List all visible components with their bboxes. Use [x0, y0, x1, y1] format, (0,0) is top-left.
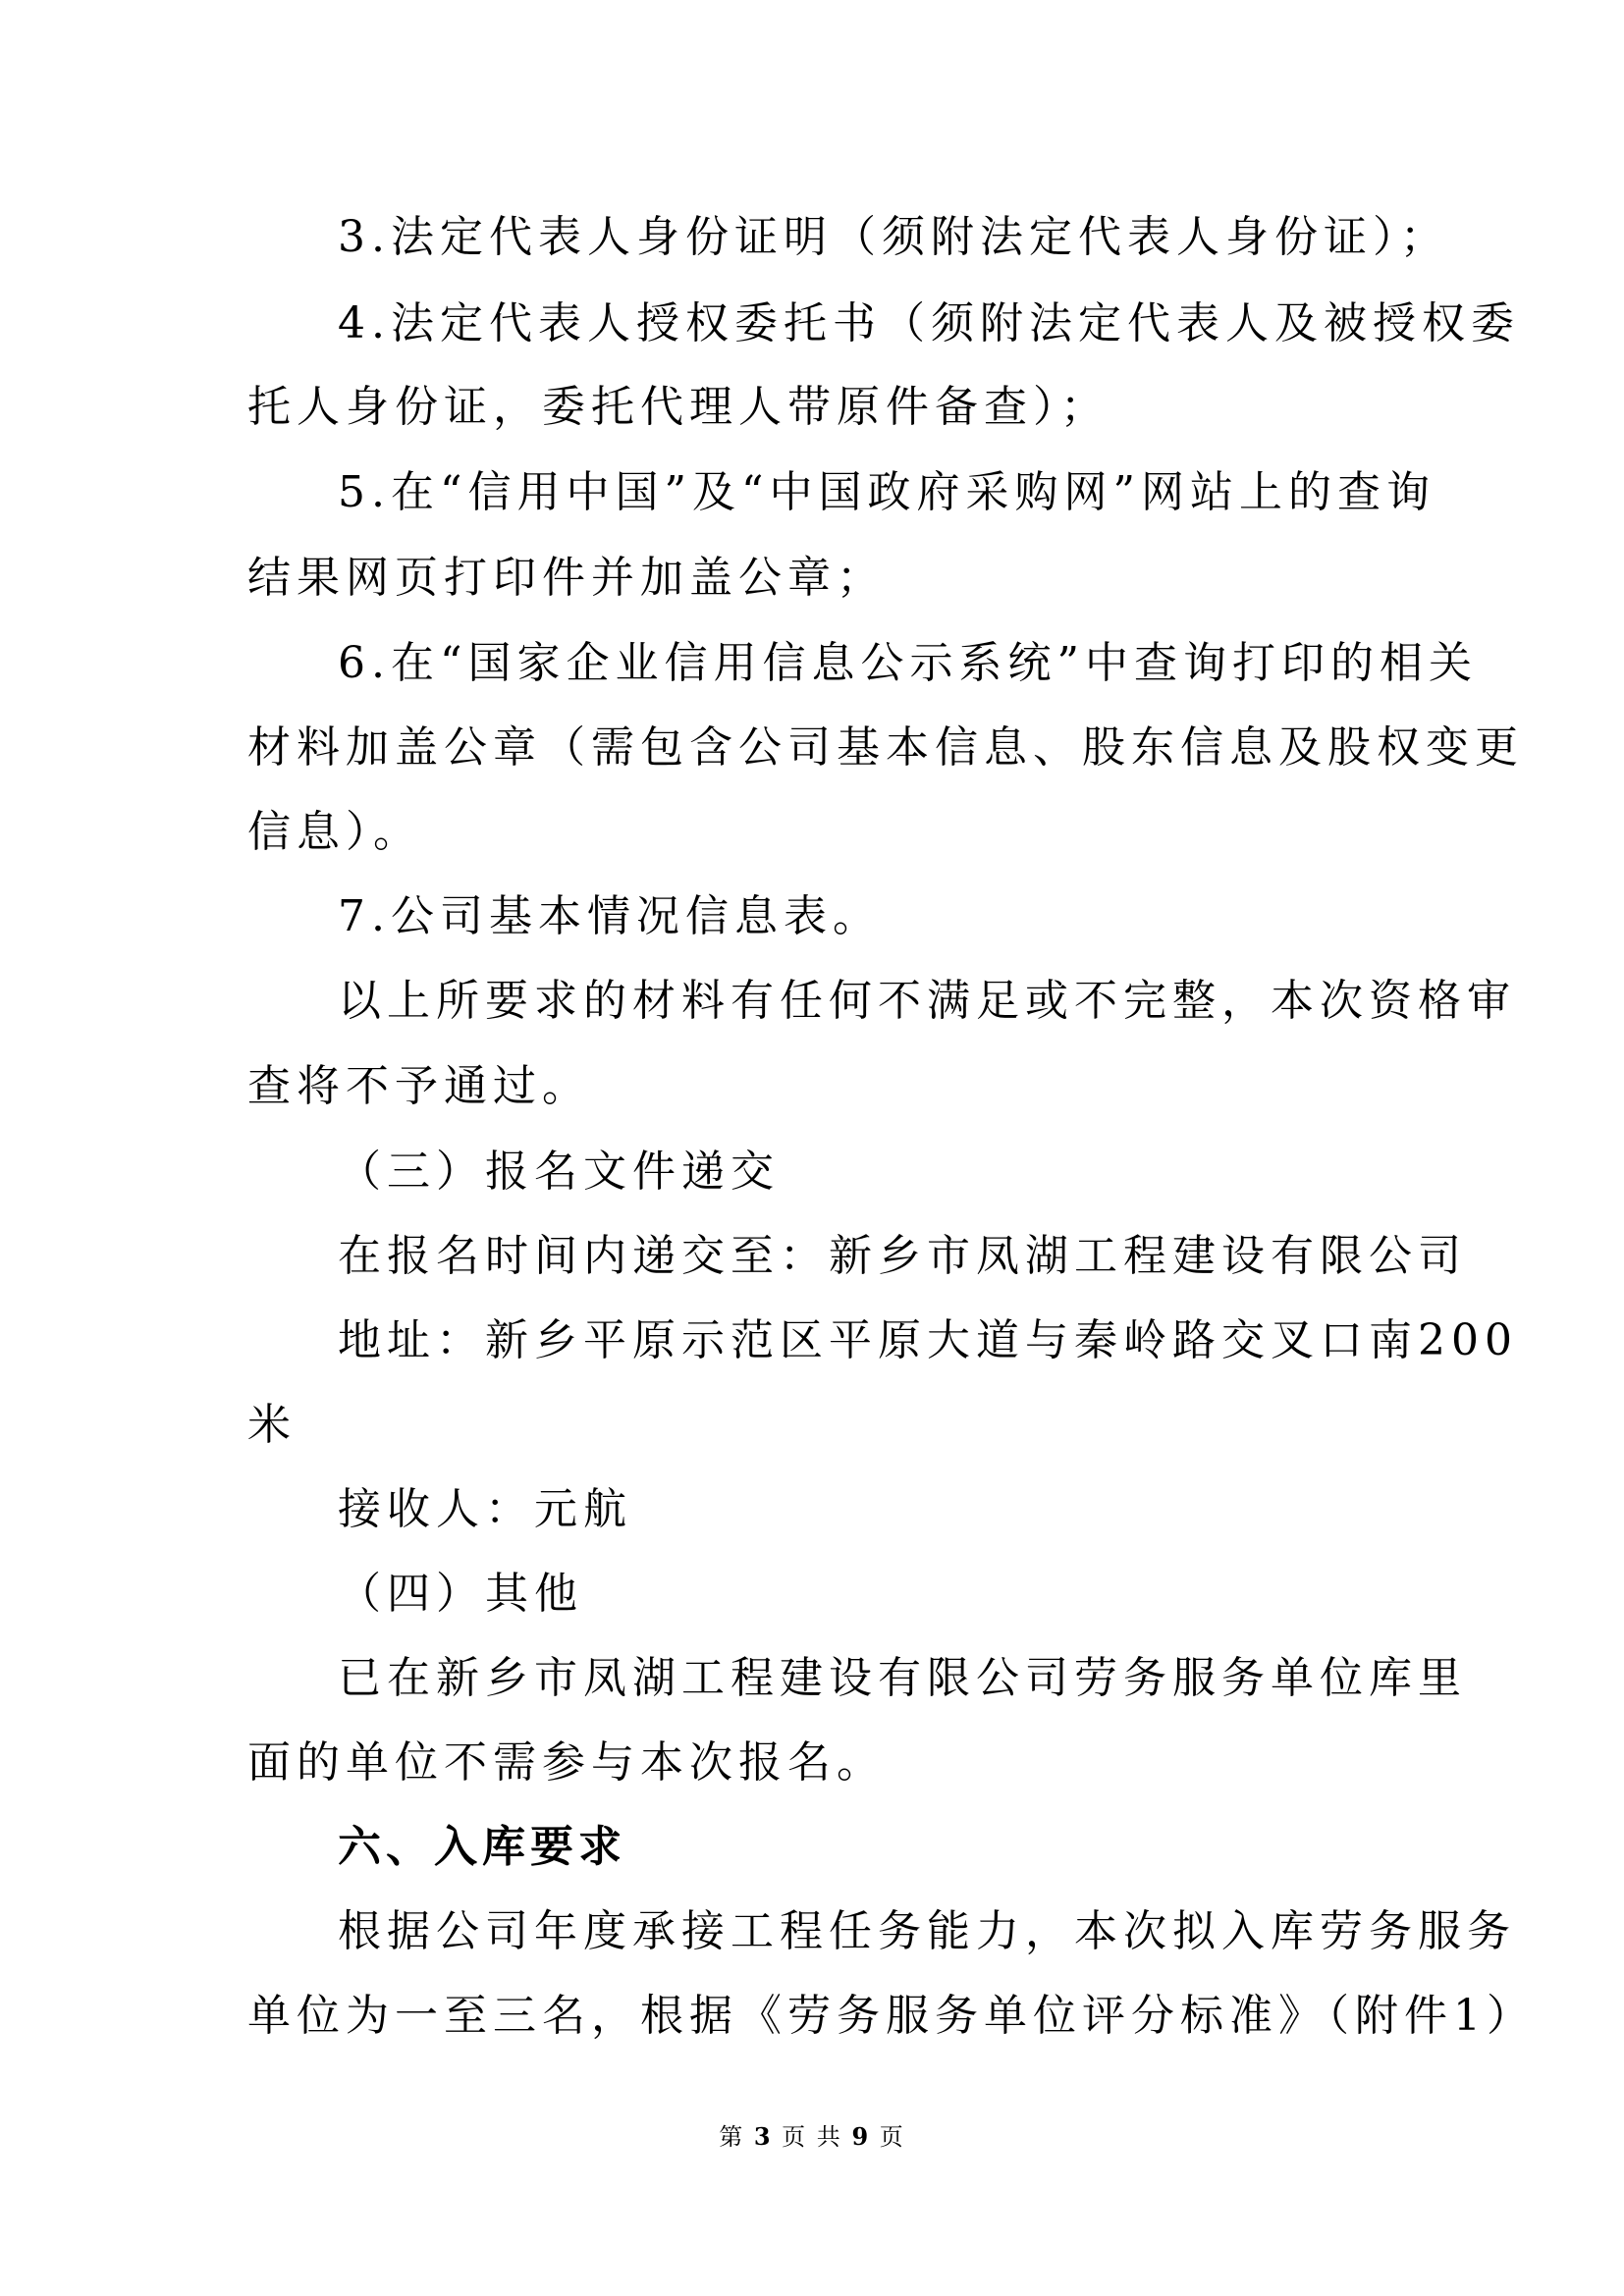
item-5-line-1: 5.在“信用中国”及“中国政府采购网”网站上的查询 — [338, 467, 1435, 517]
submission-company-line: 在报名时间内递交至：新乡市凤湖工程建设有限公司 — [338, 1231, 1467, 1281]
page-footer — [0, 2121, 1624, 2153]
item-4-line-2: 托人身份证，委托代理人带原件备查）； — [247, 382, 1110, 432]
item-6-line-3: 信息）。 — [247, 807, 422, 857]
item-6-line-2: 材料加盖公章（需包含公司基本信息、股东信息及股权变更 — [247, 722, 1524, 773]
item-3-line: 3.法定代表人身份证明（须附法定代表人身份证）； — [338, 212, 1449, 262]
receiver-line: 接收人：元航 — [338, 1484, 632, 1534]
total-pages-number: 9 — [851, 2122, 871, 2151]
requirement-paragraph-line-1: 根据公司年度承接工程任务能力，本次拟入库劳务服务 — [338, 1906, 1516, 1956]
section-6-heading: 六、入库要求 — [338, 1822, 626, 1872]
footer-prefix: 第 — [719, 2123, 745, 2151]
address-line-1: 地址：新乡平原示范区平原大道与秦岭路交叉口南200 — [338, 1315, 1518, 1365]
other-note-line-2: 面的单位不需参与本次报名。 — [247, 1737, 886, 1788]
item-6-line-1: 6.在“国家企业信用信息公示系统”中查询打印的相关 — [338, 638, 1478, 688]
section-4-heading: （四）其他 — [338, 1569, 583, 1619]
footer-middle: 页 共 — [782, 2123, 842, 2151]
requirement-note-line-2: 查将不予通过。 — [247, 1061, 591, 1111]
current-page-number: 3 — [753, 2122, 773, 2151]
section-3-heading: （三）报名文件递交 — [338, 1147, 780, 1197]
address-line-2: 米 — [247, 1400, 297, 1450]
footer-suffix: 页 — [879, 2123, 905, 2151]
requirement-paragraph-line-2: 单位为一至三名，根据《劳务服务单位评分标准》（附件1） — [247, 1991, 1536, 2041]
item-4-line-1: 4.法定代表人授权委托书（须附法定代表人及被授权委 — [338, 298, 1520, 348]
item-7-line: 7.公司基本情况信息表。 — [338, 891, 882, 941]
item-5-line-2: 结果网页打印件并加盖公章； — [247, 553, 886, 603]
other-note-line-1: 已在新乡市凤湖工程建设有限公司劳务服务单位库里 — [338, 1653, 1467, 1703]
requirement-note-line-1: 以上所要求的材料有任何不满足或不完整，本次资格审 — [338, 976, 1516, 1026]
